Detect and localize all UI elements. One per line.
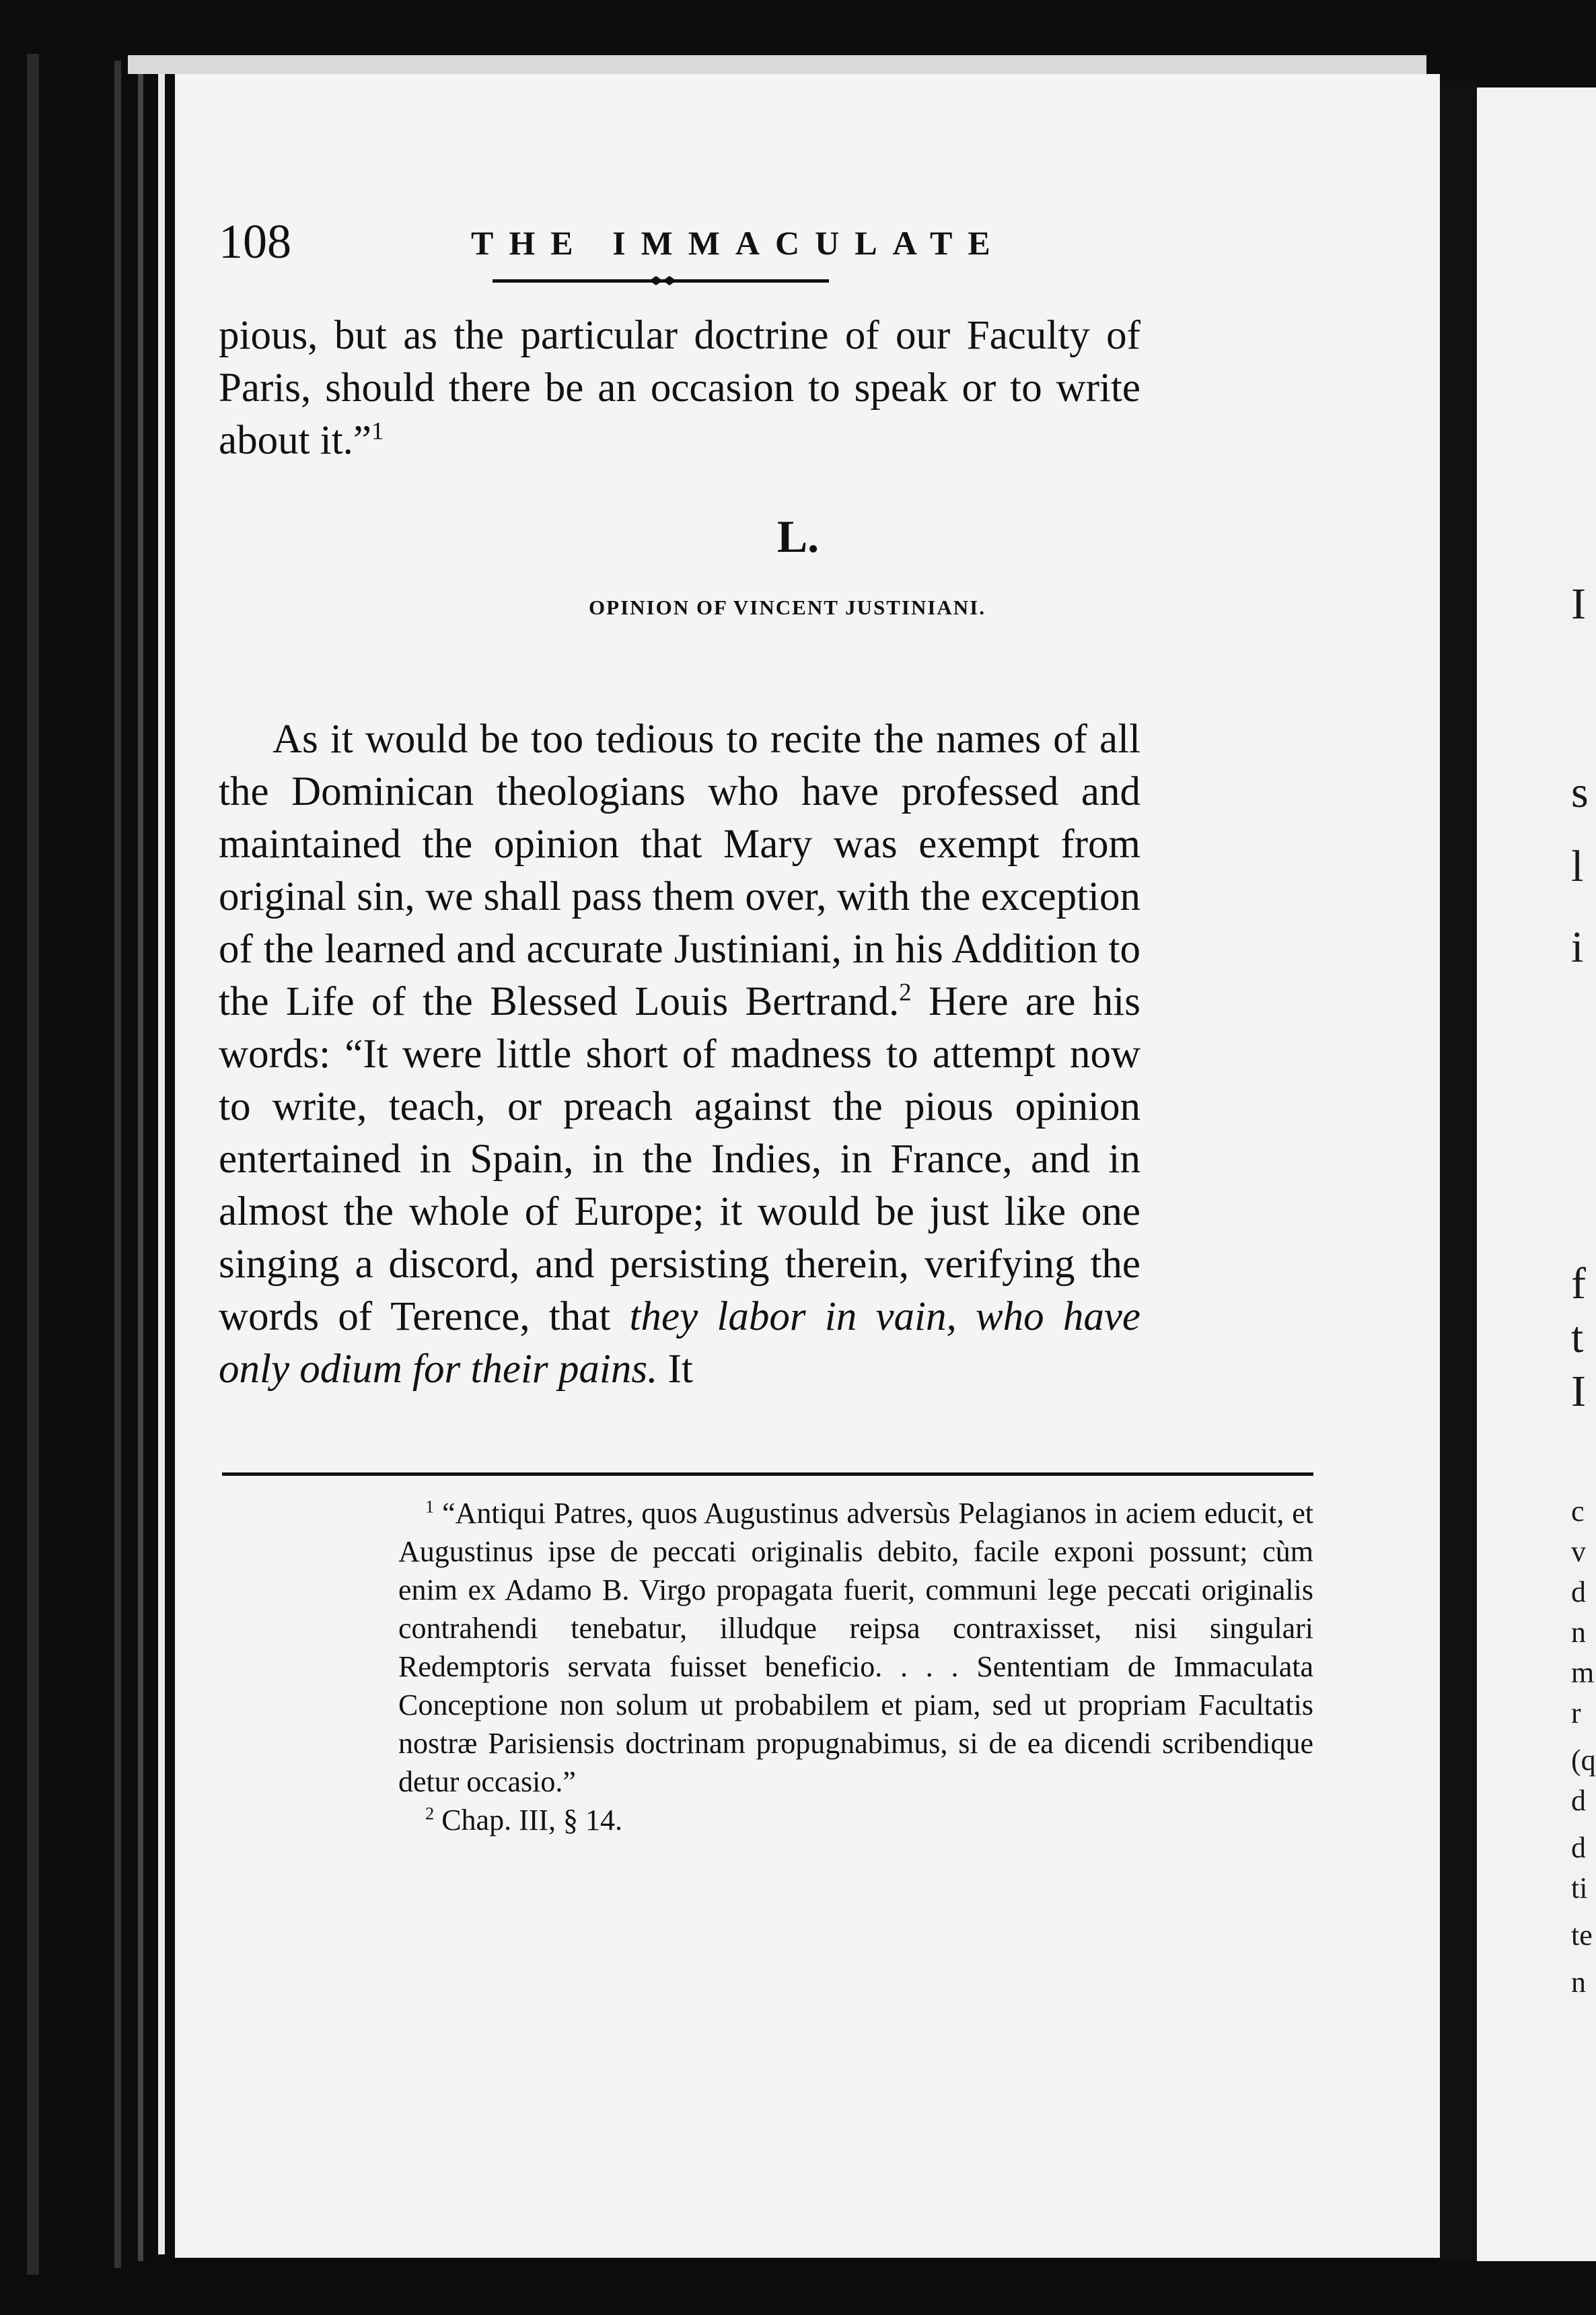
- continuation-paragraph: [219, 310, 1140, 467]
- footnote-text: “Antiqui Patres, quos Augustinus adversùs Pelagianos in aciem educit, et Augustinus ipse de peccati originalis debito, facile exponi possunt; cùm enim ex Adamo B. Virgo propagata fuerit, communi lege peccati originalis contrahendi tenebatur, illudque reipsa contraxisset, nisi singulari Redemptoris servata fuisset beneficio. . . . Sententiam de Immaculata Conceptione non solum ut probabilem et piam, sed ut propriam Facultatis nostræ Parisiensis doctrinam propugnabimus, si de ea dicendi scribendique detur occasio.”: [398, 1497, 1313, 1798]
- paragraph-text: As it would be too tedious to recite the names of all the Dominican theologians who have professed and maintained the opinion that Mary was exempt from original sin, we shall pass them over, with the exception of the learned and accurate Justiniani, in his Addition to the Life of the Blessed Louis Bertrand.: [219, 717, 1140, 1024]
- footnote-mark: 1: [425, 1496, 435, 1517]
- facing-page-fragment: s: [1571, 768, 1589, 817]
- page-top-edge: [128, 55, 1426, 74]
- book-spine-edge: [27, 54, 39, 2275]
- facing-page-fragment: c: [1571, 1495, 1585, 1528]
- facing-page-fragment: (q: [1571, 1744, 1596, 1777]
- facing-page-fragment: m: [1571, 1656, 1595, 1689]
- facing-page-fragment: n: [1571, 1616, 1586, 1649]
- footnote-mark: 2: [425, 1803, 435, 1824]
- ornament-icon: [649, 275, 676, 286]
- facing-page-fragment: i: [1571, 923, 1584, 972]
- footnote-ref: 2: [899, 978, 912, 1006]
- facing-page: [1477, 87, 1596, 2261]
- facing-page-fragment: I: [1571, 579, 1586, 629]
- facing-page-fragment: ti: [1571, 1872, 1588, 1904]
- facing-page-fragment: d: [1571, 1575, 1586, 1608]
- facing-page-fragment: te: [1571, 1919, 1593, 1952]
- footnote-rule: [222, 1472, 1313, 1476]
- facing-page-fragment: n: [1571, 1966, 1586, 1999]
- facing-page-fragment: d: [1571, 1831, 1586, 1864]
- running-title: THE IMMACULATE: [471, 224, 1006, 262]
- book-spine-edge: [114, 61, 121, 2268]
- book-spine-edge: [138, 67, 143, 2261]
- facing-page-fragment: I: [1571, 1367, 1586, 1416]
- continuation-text: pious, but as the particular doctrine of our Faculty of Paris, should there be an occasion to speak or to write about it.”: [219, 313, 1140, 463]
- italic-quote: they labor in vain, who have only odium for their pains.: [219, 1294, 1140, 1392]
- facing-page-fragment: d: [1571, 1784, 1586, 1817]
- page-number: 108: [219, 215, 291, 269]
- footnote-ref: 1: [371, 417, 384, 445]
- paragraph-text: It: [657, 1347, 693, 1392]
- facing-page-fragment: l: [1571, 842, 1584, 891]
- footnotes: [398, 1494, 1313, 1839]
- footnote-2: [398, 1801, 1313, 1839]
- footnote-text: Chap. III, § 14.: [441, 1804, 623, 1837]
- facing-page-fragment: t: [1571, 1313, 1584, 1362]
- facing-page-fragment: v: [1571, 1535, 1586, 1568]
- section-title: OPINION OF VINCENT JUSTINIANI.: [589, 596, 986, 619]
- page-stack-edge: [158, 74, 165, 2254]
- paragraph-text: Here are his words: “It were little short of madness to attempt now to write, teach, or preach against the pious opinion entertained in Spain, in the Indies, in France, and in almost the whole of Europe; it would be just like one singing a discord, and persisting therein, verifying the words of Terence, that: [219, 979, 1140, 1339]
- facing-page-fragment: f: [1571, 1259, 1586, 1308]
- section-number: L.: [776, 511, 820, 562]
- book-gutter: [1440, 81, 1477, 2261]
- main-paragraph: [219, 713, 1140, 1396]
- footnote-1: [398, 1494, 1313, 1801]
- facing-page-fragment: r: [1571, 1697, 1581, 1730]
